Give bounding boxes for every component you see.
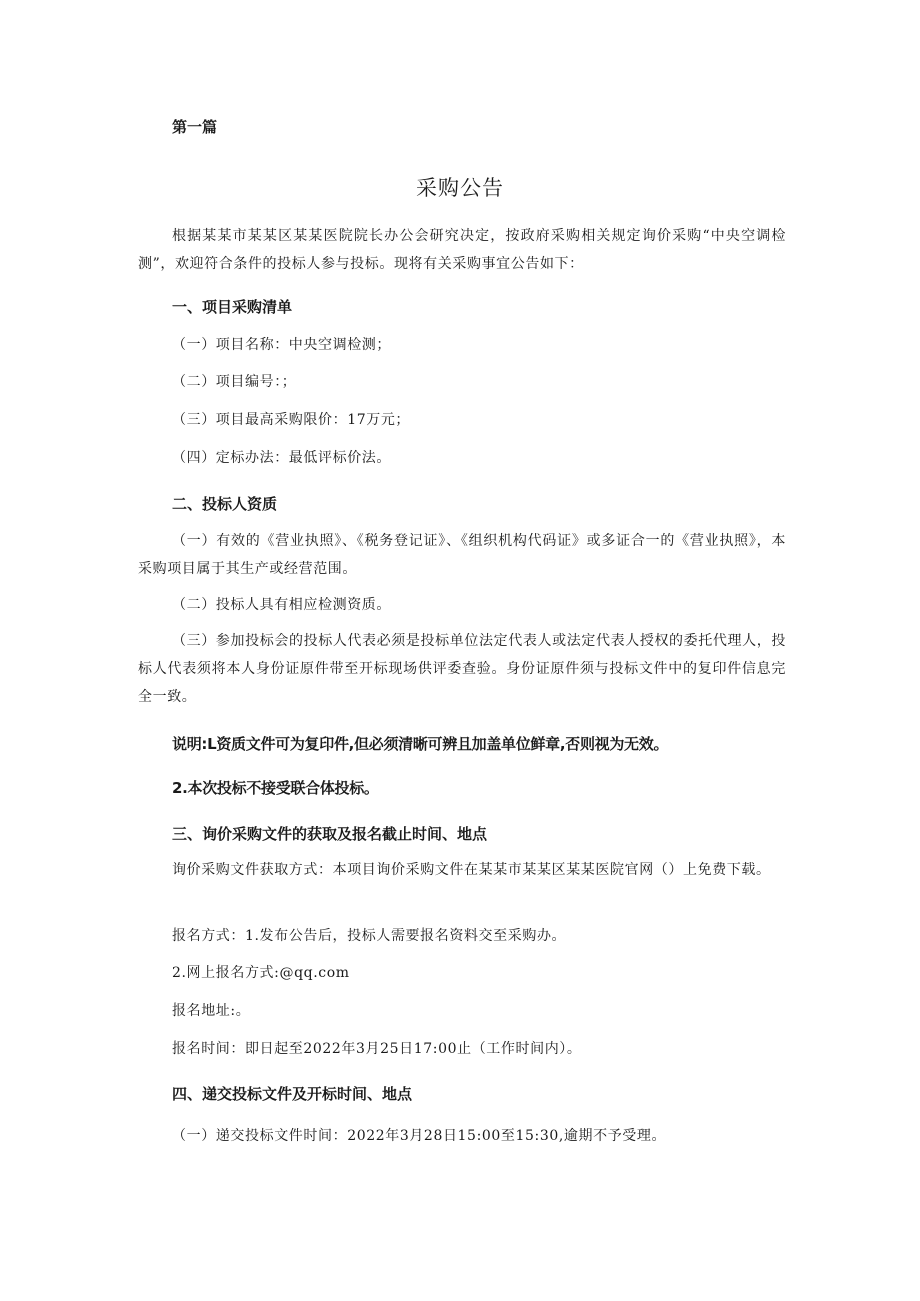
intro-paragraph: 根据某某市某某区某某医院院长办公会研究决定，按政府采购相关规定询价采购“中央空调检测”，欢迎符合条件的投标人参与投标。现将有关采购事宜公告如下： bbox=[138, 228, 786, 272]
section1-item-name: （一）项目名称：中央空调检测； bbox=[172, 337, 391, 353]
section3-online: 2.网上报名方式:@qq.com bbox=[172, 965, 350, 981]
section2-heading: 二、投标人资质 bbox=[172, 495, 278, 513]
page-title: 采购公告 bbox=[416, 176, 504, 200]
section3-heading: 三、询价采购文件的获取及报名截止时间、地点 bbox=[172, 825, 488, 843]
section3-time: 报名时间：即日起至2022年3月25日17:00止（工作时间内）。 bbox=[172, 1041, 582, 1057]
section1-item-method: （四）定标办法：最低评标价法。 bbox=[172, 450, 391, 466]
section3-obtain: 询价采购文件获取方式：本项目询价采购文件在某某市某某区某某医院官网（）上免费下载。 bbox=[172, 862, 771, 878]
section3-address: 报名地址:。 bbox=[172, 1003, 251, 1019]
section1-item-price: （三）项目最高采购限价：17万元； bbox=[172, 412, 411, 428]
chapter-label: 第一篇 bbox=[172, 118, 218, 136]
section2-note2: 2.本次投标不接受联合体投标。 bbox=[172, 779, 379, 797]
section1-item-number: （二）项目编号：； bbox=[172, 374, 297, 390]
section2-item1: （一）有效的《营业执照》、《税务登记证》、《组织机构代码证》或多证合一的《营业执照》，本采购项目属于其生产或经营范围。 bbox=[138, 533, 786, 577]
section3-register-method: 报名方式：1.发布公告后，投标人需要报名资料交至采购办。 bbox=[172, 928, 567, 944]
section2-note1: 说明:L资质文件可为复印件,但必须清晰可辨且加盖单位鲜章,否则视为无效。 bbox=[172, 735, 669, 753]
section4-item1: （一）递交投标文件时间：2022年3月28日15:00至15:30,逾期不予受理。 bbox=[172, 1128, 667, 1144]
section4-heading: 四、递交投标文件及开标时间、地点 bbox=[172, 1085, 413, 1103]
section1-heading: 一、项目采购清单 bbox=[172, 298, 293, 316]
section2-item3: （三）参加投标会的投标人代表必须是投标单位法定代表人或法定代表人授权的委托代理人，投标人代表须将本人身份证原件带至开标现场供评委查验。身份证原件须与投标文件中的复印件信息完全一致。 bbox=[138, 633, 786, 705]
section2-item2: （二）投标人具有相应检测资质。 bbox=[172, 597, 391, 613]
